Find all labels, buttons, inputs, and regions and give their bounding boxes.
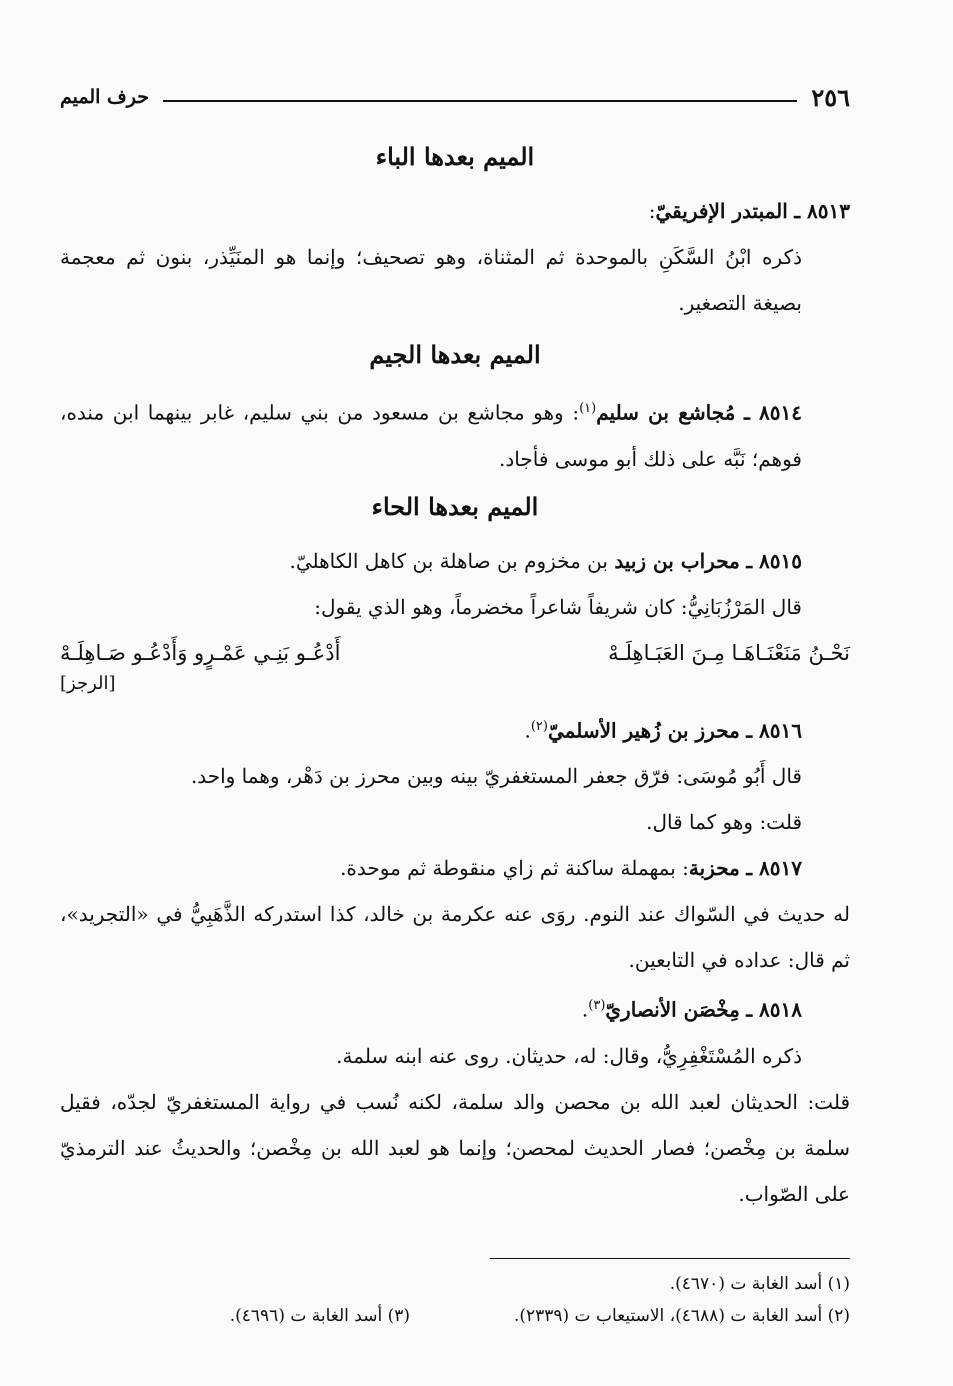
header-rule bbox=[163, 100, 797, 102]
section-heading: الميم بعدها الباء bbox=[375, 142, 535, 171]
entry-8517-text: له حديث في السّواك عند النوم. روَى عنه عكرمة بن خالد، كذا استدركه الذَّهَبِيُّ في «التجريد»، ثم قال: عداده في التابعين. bbox=[60, 902, 850, 973]
page-content bbox=[60, 138, 850, 1217]
footnote-1: (١) أسد الغابة ت (٤٦٧٠). bbox=[669, 1274, 850, 1294]
entry-8516-text1: قال أَبُو مُوسَى: فرّق جعفر المستغفريّ بينه وبين محرز بن دَهْر، وهما واحد. bbox=[190, 764, 802, 789]
page-header bbox=[60, 80, 850, 114]
section-heading: الميم بعدها الجيم bbox=[369, 340, 541, 369]
poem-meter: [الرجز] bbox=[60, 672, 116, 694]
page-number: ٢٥٦ bbox=[811, 82, 850, 112]
footnote-ref: (٣) bbox=[588, 998, 606, 1014]
hemistich-1: نَحْـنُ مَنَعْنَـاهَـا مِـنَ العَبَـاهِلَـهْ bbox=[608, 640, 850, 665]
entry-8515-quote: قال المَرْزُبَانِيُّ: كان شريفاً شاعراً مخضرماً، وهو الذي يقول: bbox=[314, 594, 802, 619]
hemistich-2: أَدْعُـو بَنِـي عَمْـرٍو وَأَدْعُـو صَـاهِلَـهْ bbox=[60, 640, 341, 665]
footnote-ref: (٢) bbox=[530, 718, 548, 734]
section-heading: الميم بعدها الحاء bbox=[371, 491, 539, 521]
entry-8513-text: ذكره ابْنُ السَّكَنِ بالموحدة ثم المثناة، وهو تصحيف؛ وإنما هو المنَيِّذر، بنون ثم معجمة بصيغة التصغير. bbox=[60, 245, 802, 315]
entry-8518-text2: قلت: الحديثان لعبد الله بن محصن والد سلمة، لكنه نُسب في رواية المستغفريّ لجدّه، فقيل سلمة بن مِخْصن؛ فصار الحديث لمحصن؛ وإنما هو لعبد الله بن مِخْصن؛ والحديثُ عند الترمذيّ على الصّواب. bbox=[60, 1089, 850, 1206]
entry-8516-heading: ٨٥١٦ ـ محرز بن زُهير الأسلميّ$^{(٢)}$. bbox=[524, 718, 802, 743]
footnote-row bbox=[60, 1300, 850, 1332]
entry-8518-text1: ذكره المُسْتَغْفِرِيُّ، وقال: له، حديثان. روى عنه ابنه سلمة. bbox=[336, 1043, 802, 1068]
entry-8513-heading: ٨٥١٣ ـ المبتدر الإفريقيّ: bbox=[648, 199, 850, 223]
footnotes bbox=[60, 1268, 850, 1332]
book-page bbox=[60, 80, 850, 1370]
entry-8515-heading: ٨٥١٥ ـ محراب بن زبيد بن مخزوم بن صاهلة بن كاهل الكاهليّ. bbox=[289, 548, 802, 573]
footnote-3: (٣) أسد الغابة ت (٤٦٩٦). bbox=[229, 1306, 410, 1326]
running-title: حرف الميم bbox=[60, 86, 149, 108]
footnote-rule bbox=[490, 1258, 850, 1259]
entry-8514: ٨٥١٤ ـ مُجاشع بن سليم$^{(١)}$: وهو مجاشع بن مسعود من بني سليم، غابر بينهما ابن منده، فوهم؛ نَبَّه على ذلك أبو موسى فأجاد. bbox=[60, 400, 803, 471]
entry-8518-heading: ٨٥١٨ ـ مِخْصَن الأنصاريّ$^{(٣)}$. bbox=[581, 997, 802, 1022]
footnote-ref: (١) bbox=[579, 401, 597, 416]
entry-8516-text2: قلت: وهو كما قال. bbox=[646, 810, 802, 835]
footnote-2: (٢) أسد الغابة ت (٤٦٨٨)، الاستيعاب ت (٢٣٣٩). bbox=[513, 1306, 850, 1326]
entry-8517-heading: ٨٥١٧ ـ محزبة: بمهملة ساكنة ثم زاي منقوطة ثم موحدة. bbox=[340, 856, 802, 881]
